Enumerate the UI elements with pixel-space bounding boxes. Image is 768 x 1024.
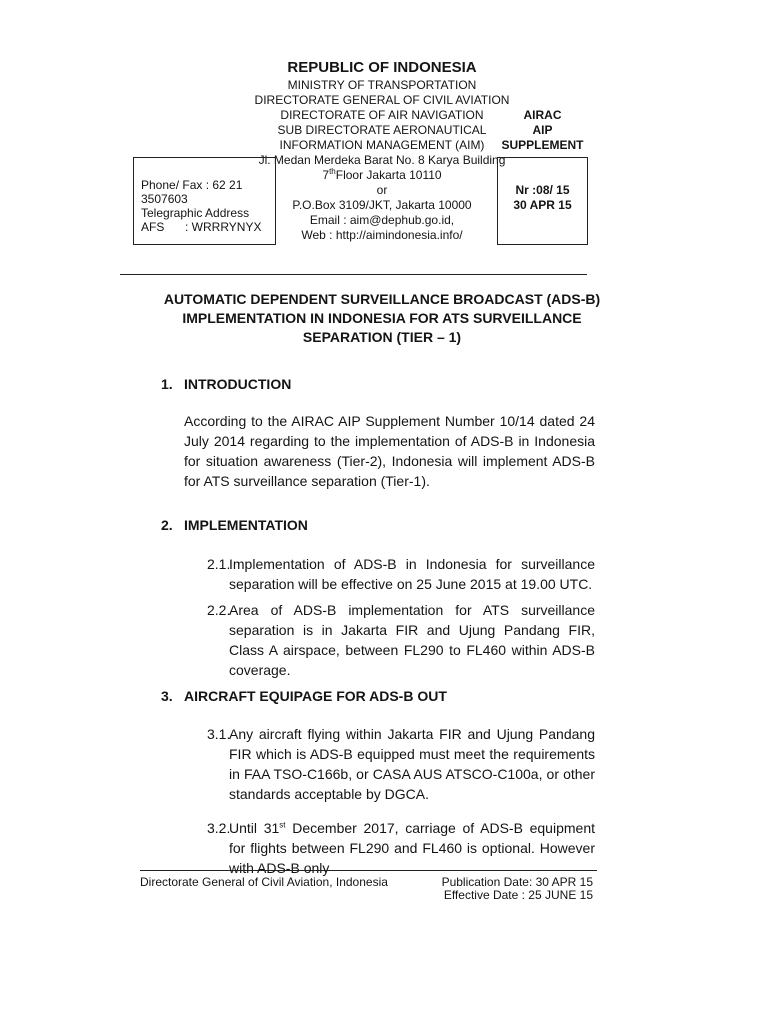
subsection-3-1 (207, 724, 595, 804)
subsection-number: 3.2. (207, 820, 231, 836)
airac-line: SUPPLEMENT (501, 138, 584, 152)
header-web: Web : http://aimindonesia.info/ (301, 228, 463, 242)
header-floor (236, 168, 528, 183)
text-fragment: December 2017, carriage of ADS-B equipment for flights between FL290 and FL460 is optional. However with ADS-B only (229, 820, 595, 876)
publication-date: Publication Date: 30 APR 15 (441, 875, 593, 889)
afs-line (141, 220, 275, 234)
section-2-heading: IMPLEMENTATION (184, 517, 308, 533)
title-line: AUTOMATIC DEPENDENT SURVEILLANCE BROADCAST (ADS-B) (163, 291, 601, 307)
document-title (140, 290, 624, 347)
subsection-number: 2.1. (207, 556, 231, 572)
text-fragment: Until 31 (229, 820, 280, 836)
footer-organization: Directorate General of Civil Aviation, Indonesia (140, 875, 388, 889)
section-1-heading: INTRODUCTION (184, 376, 292, 392)
ordinal-suffix: st (279, 820, 286, 830)
subsection-2-2 (207, 600, 595, 680)
title-line: SEPARATION (TIER – 1) (302, 329, 462, 345)
header-block (236, 58, 528, 243)
subsection-number: 2.2. (207, 602, 231, 618)
phone-fax: Phone/ Fax : 62 21 3507603 (141, 178, 243, 206)
supplement-number-box (497, 157, 588, 245)
airac-label (497, 108, 588, 153)
header-line: MINISTRY OF TRANSPORTATION (287, 78, 477, 92)
afs-value: : WRRRYNYX (185, 220, 262, 234)
supplement-number: Nr :08/ 15 (515, 183, 570, 197)
title-line: IMPLEMENTATION IN INDONESIA FOR ATS SURVEILLANCE (182, 310, 582, 326)
floor-number: 7 (322, 168, 330, 182)
subsection-number: 3.1. (207, 726, 231, 742)
floor-sup: th (329, 167, 336, 176)
contact-box (133, 157, 276, 245)
republic-title: REPUBLIC OF INDONESIA (287, 59, 477, 76)
subsection-3-2 (207, 818, 595, 878)
footer-dates (420, 876, 593, 902)
effective-date: Effective Date : 25 JUNE 15 (443, 888, 593, 902)
floor-text: Floor Jakarta 10110 (335, 168, 442, 182)
header-address: Jl. Medan Merdeka Barat No. 8 Karya Building (258, 153, 506, 167)
footer-divider (140, 870, 597, 871)
header-divider (120, 274, 587, 275)
subsection-text: Implementation of ADS-B in Indonesia for surveillance separation will be effective on 25 June 2015 at 19.00 UTC. (229, 556, 595, 592)
subsection-text: Area of ADS-B implementation for ATS surveillance separation is in Jakarta FIR and Ujung Pandang FIR, Class A airspace, between FL290 to FL460 within ADS-B coverage. (229, 602, 595, 678)
subsection-text (207, 818, 595, 878)
section-3-number: 3. (161, 688, 173, 704)
header-line: SUB DIRECTORATE AERONAUTICAL (277, 123, 487, 137)
header-pobox: P.O.Box 3109/JKT, Jakarta 10000 (292, 198, 472, 212)
airac-line: AIRAC (523, 108, 562, 122)
subsection-2-1 (207, 554, 595, 594)
supplement-date: 30 APR 15 (513, 198, 572, 212)
section-1-number: 1. (161, 376, 173, 392)
header-line: INFORMATION MANAGEMENT (AIM) (279, 138, 485, 152)
section-3-heading: AIRCRAFT EQUIPAGE FOR ADS-B OUT (184, 688, 447, 704)
afs-label: AFS (141, 220, 165, 234)
section-2-number: 2. (161, 517, 173, 533)
header-line: DIRECTORATE GENERAL OF CIVIL AVIATION (254, 93, 510, 107)
telegraphic-address: Telegraphic Address (141, 206, 250, 220)
section-1-paragraph: According to the AIRAC AIP Supplement Number 10/14 dated 24 July 2014 regarding to the implementation of ADS-B in Indonesia for situation awareness (Tier-2), Indonesia will implement ADS-B for ATS surveillance separation (Tier-1). (184, 413, 595, 489)
airac-line: AIP (532, 123, 553, 137)
header-or: or (376, 183, 388, 197)
header-line: DIRECTORATE OF AIR NAVIGATION (280, 108, 484, 122)
header-email: Email : aim@dephub.go.id, (309, 213, 455, 227)
subsection-text: Any aircraft flying within Jakarta FIR and Ujung Pandang FIR which is ADS-B equipped must meet the requirements in FAA TSO-C166b, or CASA AUS ATSCO-C100a, or other standards acceptable by DGCA. (229, 726, 595, 802)
